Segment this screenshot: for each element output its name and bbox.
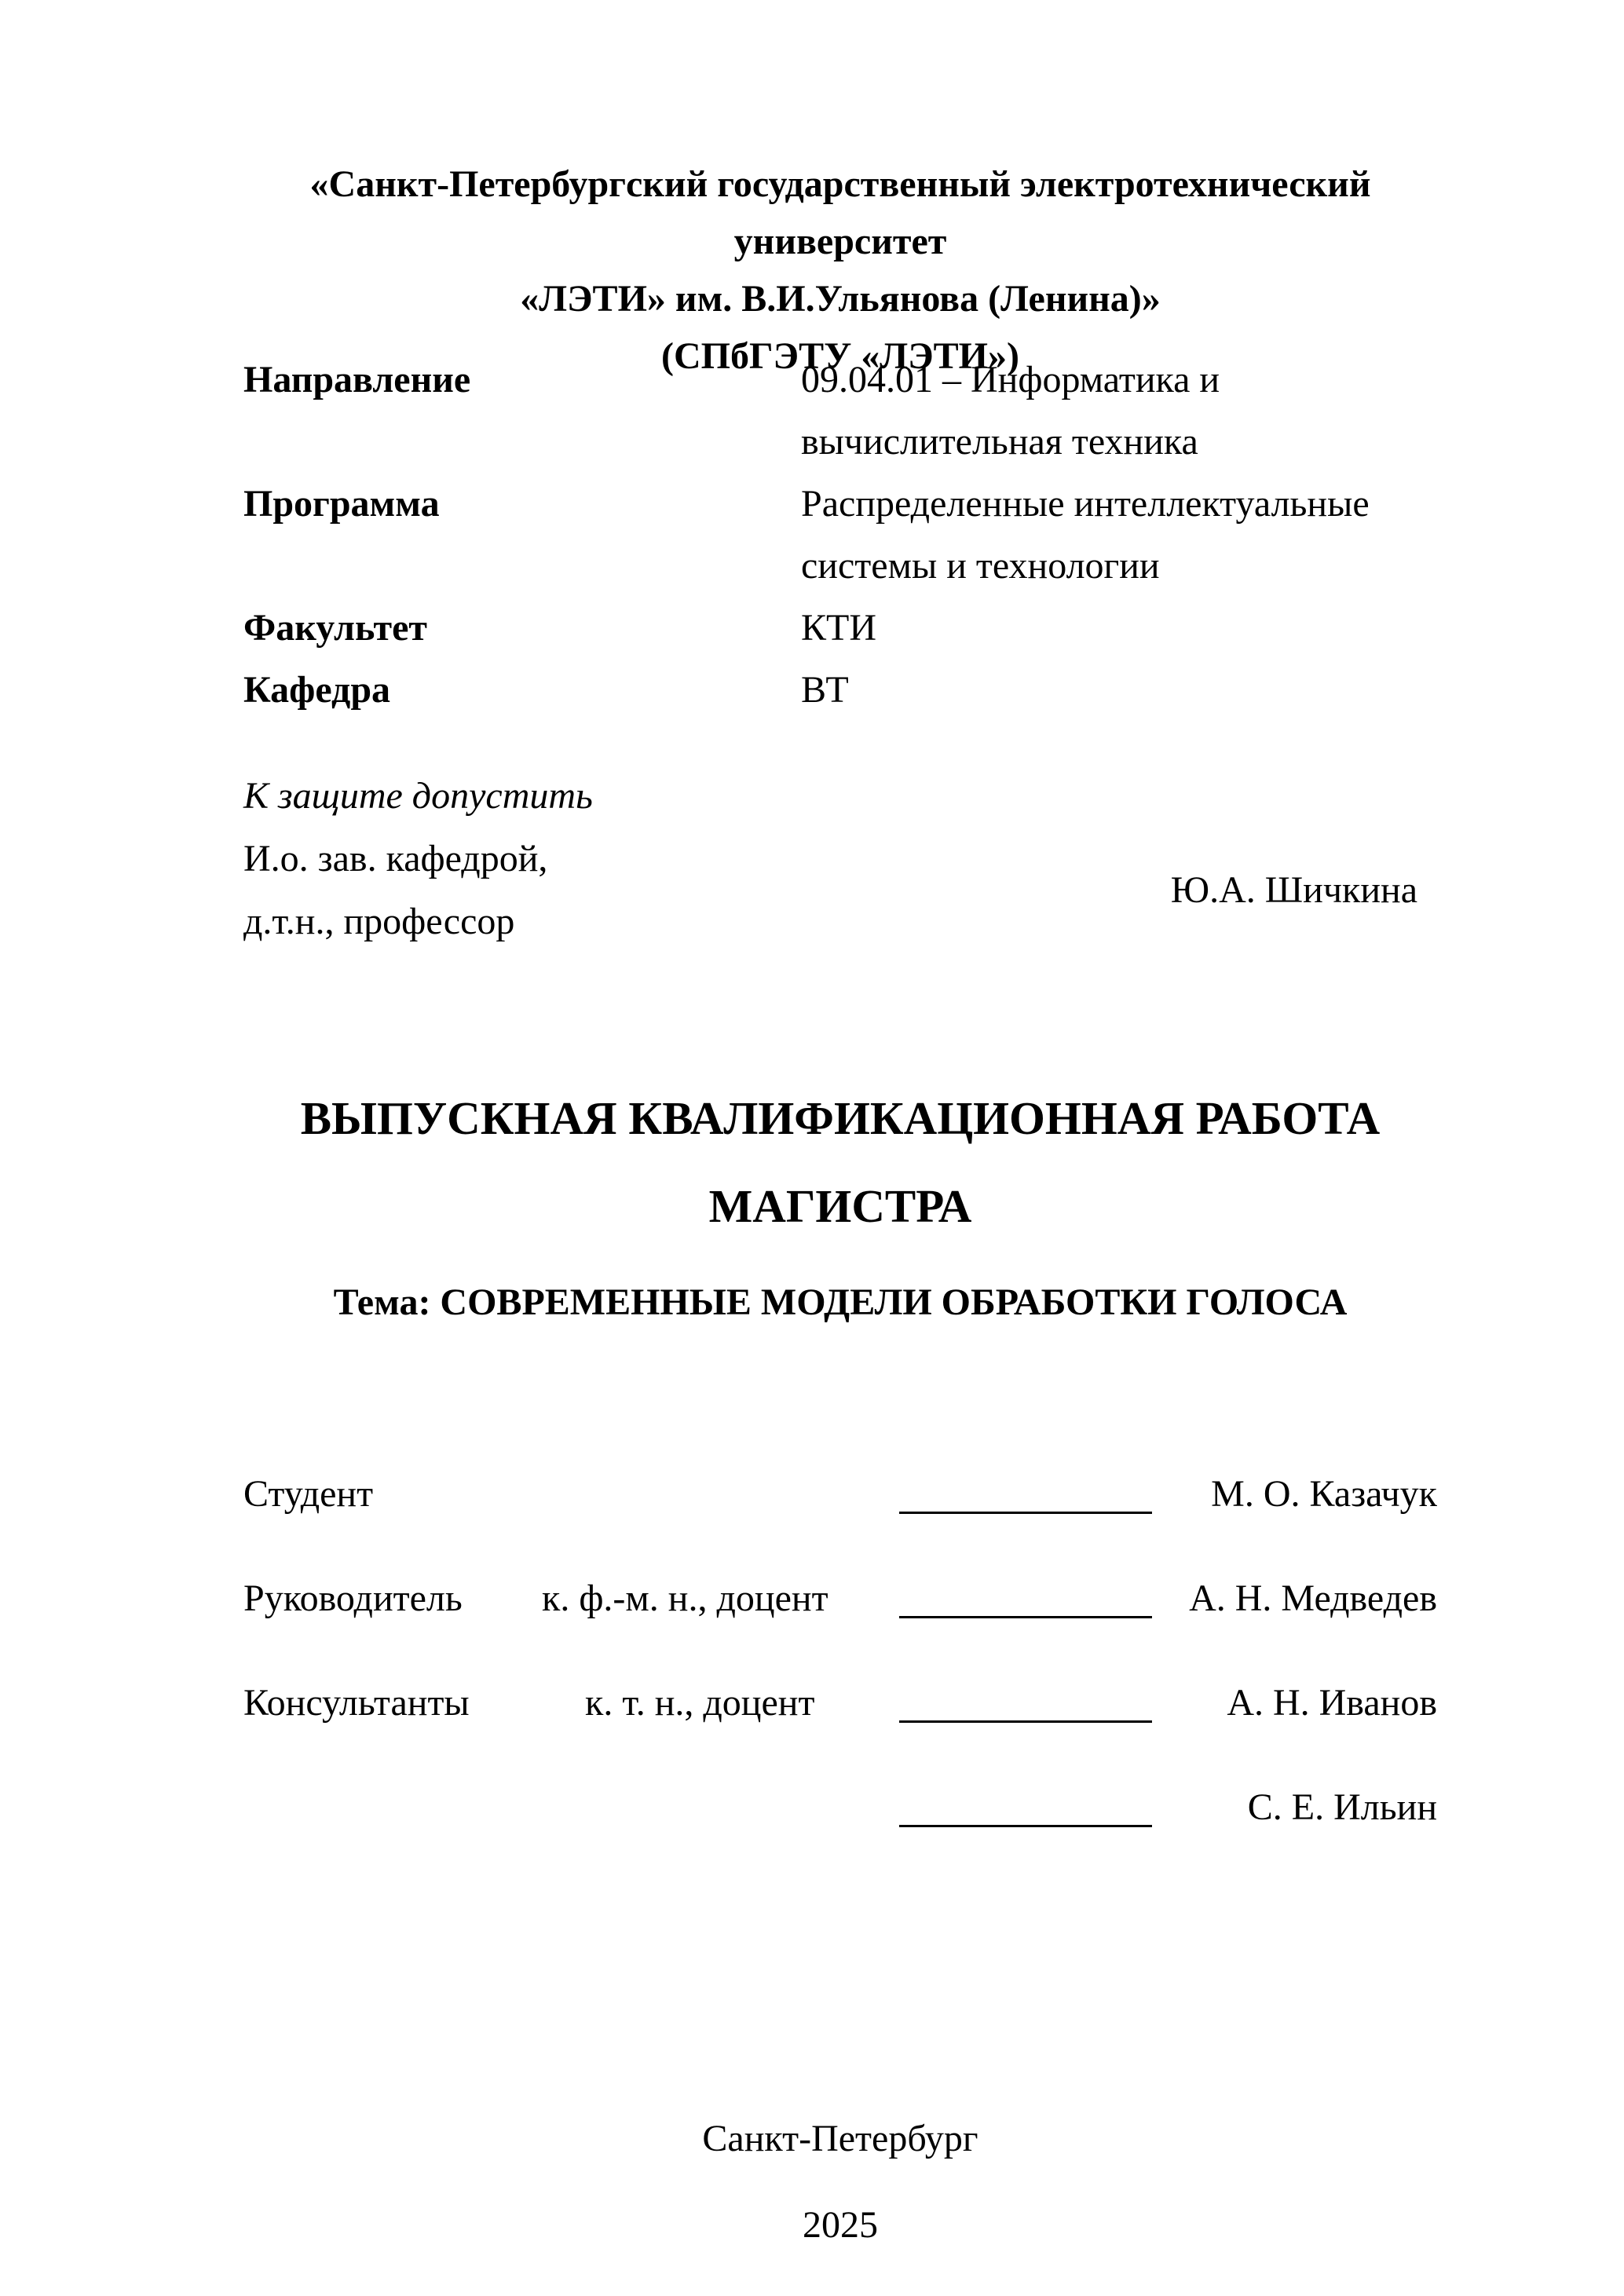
university-name-line-2: «ЛЭТИ» им. В.И.Ульянова (Ленина)» bbox=[520, 278, 1161, 320]
signature-name: А. Н. Медведев bbox=[1189, 1578, 1437, 1619]
signature-name: А. Н. Иванов bbox=[1227, 1682, 1437, 1724]
field-label-faculty: Факультет bbox=[243, 607, 427, 649]
field-value-direction-line-2: вычислительная техника bbox=[801, 421, 1198, 462]
field-value-program-line-2: системы и технологии bbox=[801, 545, 1160, 587]
field-label-direction: Направление bbox=[243, 359, 471, 400]
signature-row-consultant-1 bbox=[243, 1681, 1437, 1736]
signature-line bbox=[899, 1825, 1152, 1827]
approval-admit-line: К защите допустить bbox=[243, 775, 593, 817]
signature-row-consultant-2 bbox=[243, 1786, 1437, 1841]
main-title-line-2: МАГИСТРА bbox=[708, 1180, 972, 1232]
footer-city: Санкт-Петербург bbox=[702, 2118, 978, 2159]
signature-degree: к. т. н., доцент bbox=[585, 1682, 815, 1724]
main-title-line-1: ВЫПУСКНАЯ КВАЛИФИКАЦИОННАЯ РАБОТА bbox=[300, 1092, 1381, 1144]
field-label-department: Кафедра bbox=[243, 669, 391, 711]
university-name-line-3: (СПбГЭТУ «ЛЭТИ») bbox=[661, 335, 1019, 377]
main-title bbox=[243, 1074, 1437, 1250]
field-value-program-line-1: Распределенные интеллектуальные bbox=[801, 483, 1370, 525]
theme-line: Тема: СОВРЕМЕННЫЕ МОДЕЛИ ОБРАБОТКИ ГОЛОСА bbox=[333, 1281, 1348, 1323]
signature-line bbox=[899, 1616, 1152, 1618]
field-value-direction-line-1: 09.04.01 – Информатика и bbox=[801, 359, 1220, 400]
field-value-faculty: КТИ bbox=[801, 607, 876, 649]
signature-name: С. Е. Ильин bbox=[1247, 1786, 1437, 1828]
signature-row-student bbox=[243, 1472, 1437, 1527]
field-label-program: Программа bbox=[243, 483, 440, 525]
signature-line bbox=[899, 1512, 1152, 1514]
signature-line bbox=[899, 1720, 1152, 1723]
footer-year: 2025 bbox=[803, 2204, 878, 2246]
signature-degree: к. ф.-м. н., доцент bbox=[542, 1578, 828, 1619]
university-header bbox=[243, 155, 1437, 385]
signature-role: Руководитель bbox=[243, 1578, 463, 1619]
signature-role: Консультанты bbox=[243, 1682, 470, 1724]
signature-row-supervisor bbox=[243, 1577, 1437, 1632]
field-value-department: ВТ bbox=[801, 669, 849, 711]
signature-role: Студент bbox=[243, 1473, 374, 1515]
university-name-line-1: «Санкт-Петербургский государственный электротехнический университет bbox=[309, 163, 1371, 262]
signature-name: М. О. Казачук bbox=[1211, 1473, 1437, 1515]
approval-position-line-2: д.т.н., профессор bbox=[243, 901, 515, 942]
approval-approver-name: Ю.А. Шичкина bbox=[1170, 869, 1417, 911]
approval-position-line-1: И.о. зав. кафедрой, bbox=[243, 838, 548, 879]
